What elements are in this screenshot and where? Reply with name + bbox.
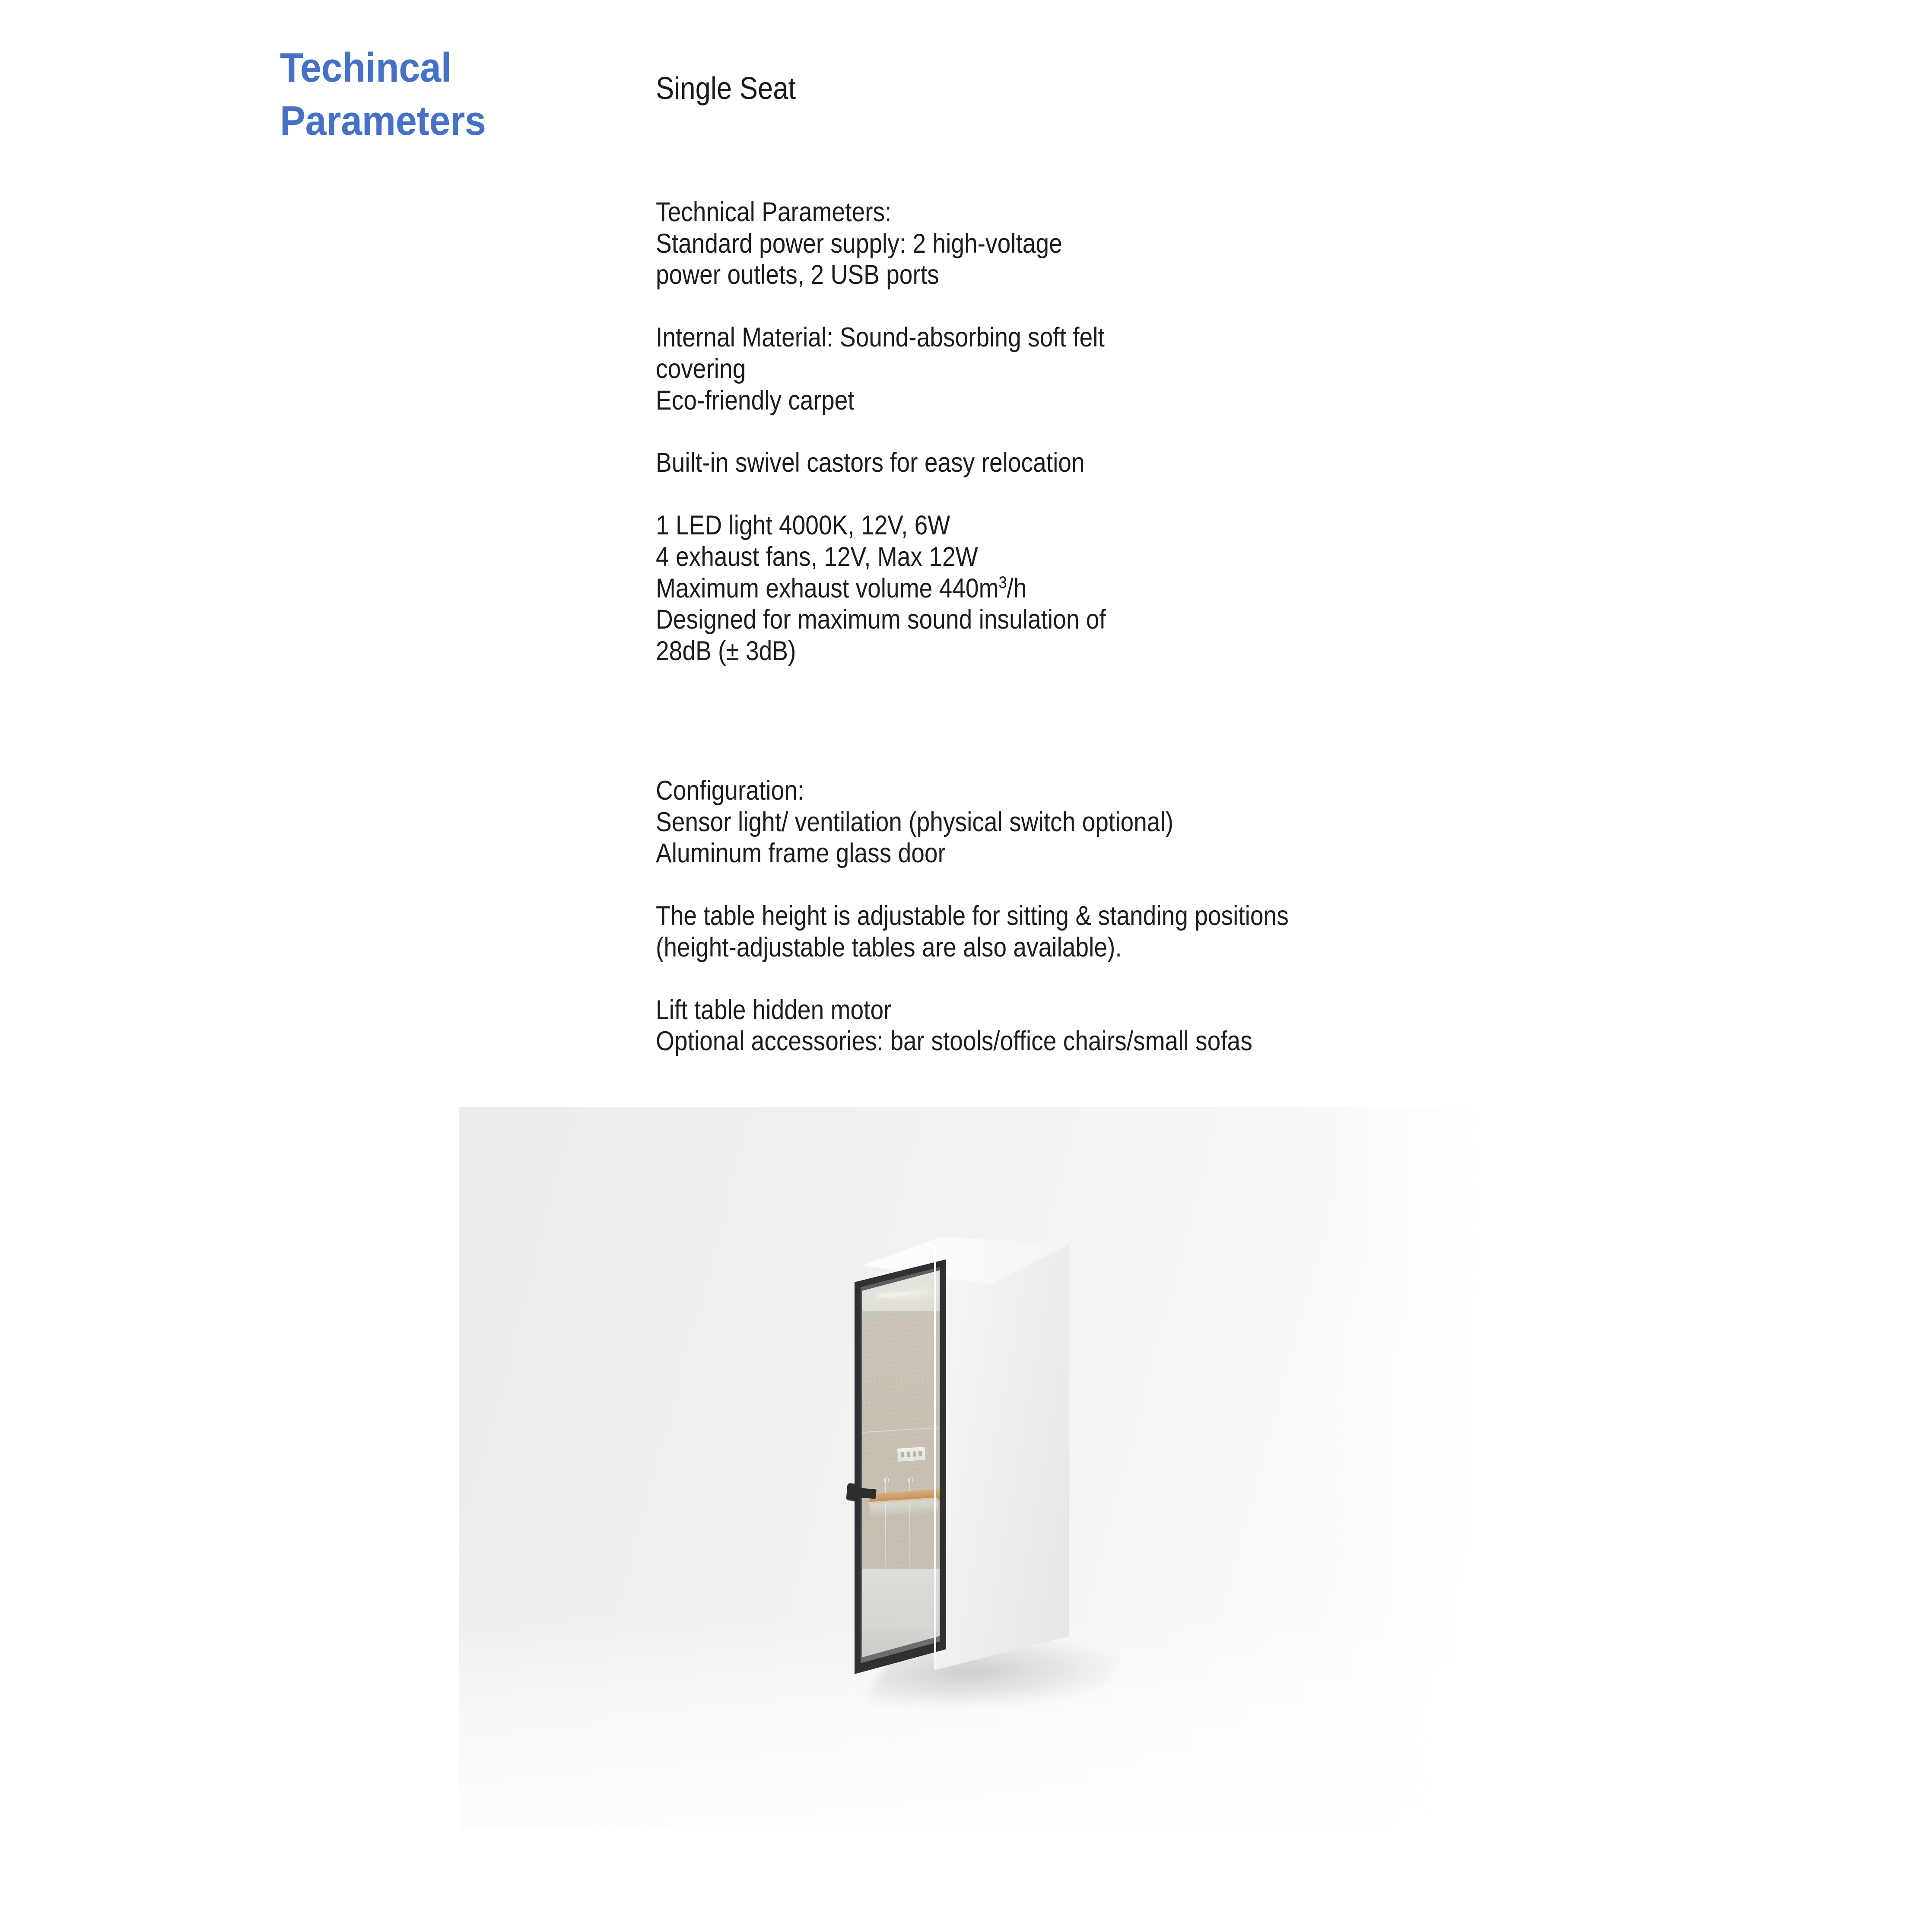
product-name: Single Seat	[656, 71, 796, 106]
spec-line-led: 1 LED light 4000K, 12V, 6W	[656, 510, 950, 541]
spec-block-table-height	[656, 900, 1487, 963]
spec-line-insulation-2: 28dB (± 3dB)	[656, 636, 796, 667]
spec-line: power outlets, 2 USB ports	[656, 260, 939, 290]
spec-block-electrical	[656, 510, 1487, 667]
phone-booth-render	[791, 1237, 1107, 1699]
spec-block-motor-accessories	[656, 995, 1487, 1058]
exhaust-volume-prefix: Maximum exhaust volume 440m	[656, 573, 999, 604]
spec-line: (height-adjustable tables are also available).	[656, 932, 1122, 963]
spec-line: Internal Material: Sound-absorbing soft felt	[656, 322, 1105, 353]
page-title-line-1: Techincal	[280, 44, 451, 91]
spec-line: Configuration:	[656, 775, 804, 806]
spec-line: Lift table hidden motor	[656, 995, 892, 1025]
spec-block-castors	[656, 447, 1487, 479]
booth-front-edge-highlight	[934, 1246, 936, 1669]
glass-door-pane	[861, 1265, 940, 1667]
spec-line-insulation-1: Designed for maximum sound insulation of	[656, 604, 1106, 635]
spacer	[656, 416, 1606, 447]
spec-line: Optional accessories: bar stools/office chairs/small sofas	[656, 1026, 1252, 1057]
spacer	[656, 667, 1606, 775]
spec-line: Aluminum frame glass door	[656, 838, 946, 869]
page-title-line-2: Parameters	[280, 97, 486, 144]
spec-line: Technical Parameters:	[656, 197, 892, 227]
spec-line-exhaust-volume	[656, 573, 1487, 604]
specifications-column	[656, 70, 1606, 1259]
spec-line: Eco-friendly carpet	[656, 385, 855, 416]
spec-line: covering	[656, 353, 746, 384]
spacer	[656, 963, 1606, 995]
spacer	[656, 291, 1606, 322]
spec-block-configuration	[656, 775, 1487, 869]
exhaust-volume-superscript: 3	[998, 573, 1007, 592]
spec-block-material	[656, 322, 1487, 416]
exhaust-volume-suffix: /h	[1007, 573, 1027, 604]
booth-side-panel	[934, 1245, 1069, 1670]
spec-line-fans: 4 exhaust fans, 12V, Max 12W	[656, 541, 978, 572]
spec-line: Sensor light/ ventilation (physical switch optional)	[656, 807, 1174, 837]
spec-block-power	[656, 197, 1487, 291]
spacer	[656, 108, 1606, 197]
spec-line: Standard power supply: 2 high-voltage	[656, 228, 1062, 259]
spacer	[656, 869, 1606, 900]
studio-backdrop-fade	[1324, 1107, 1540, 1830]
door-handle	[851, 1487, 877, 1499]
product-image	[459, 1107, 1540, 1830]
spec-line: Built-in swivel castors for easy relocation	[656, 448, 1085, 478]
page-title	[280, 41, 550, 148]
spec-line: The table height is adjustable for sitting & standing positions	[656, 901, 1289, 931]
spacer	[656, 479, 1606, 510]
